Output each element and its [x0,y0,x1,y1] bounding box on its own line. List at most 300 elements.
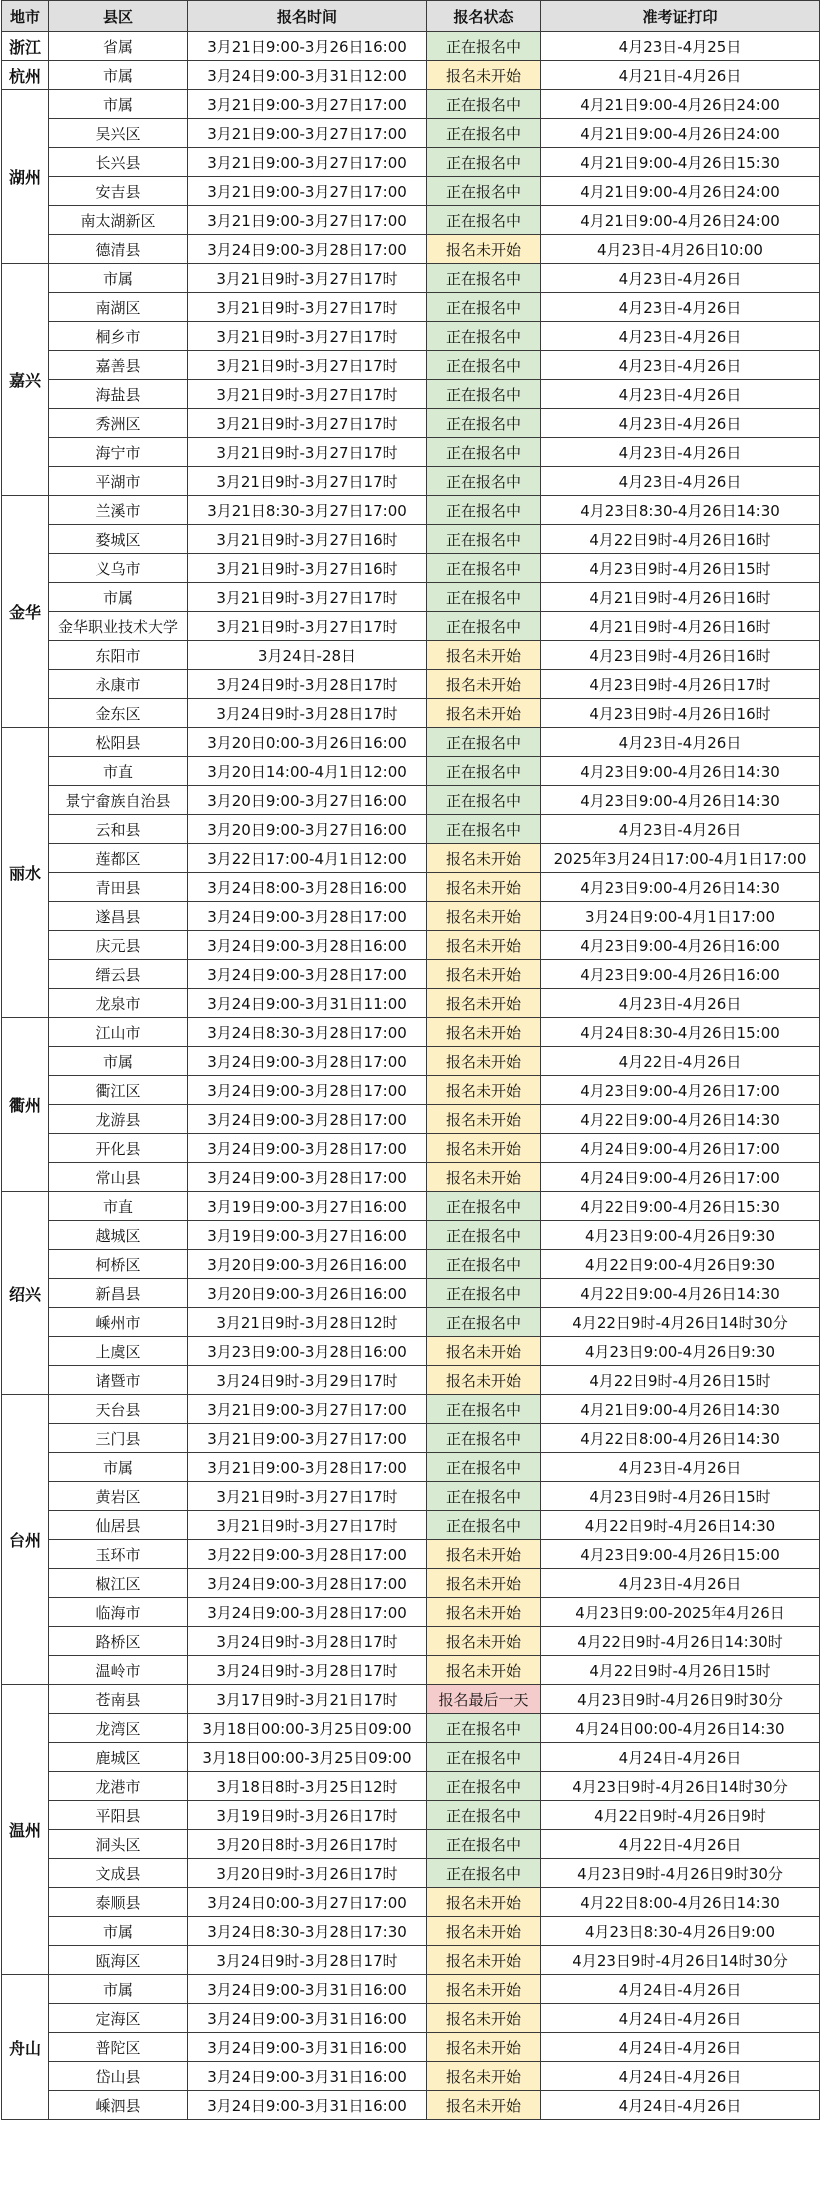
district-cell: 文成县 [49,1859,188,1888]
registration-time-cell: 3月24日9:00-3月31日16:00 [188,2062,427,2091]
ticket-print-cell: 4月22日9时-4月26日15时 [541,1366,820,1395]
status-badge: 报名未开始 [427,1366,541,1395]
ticket-print-cell: 4月23日-4月26日 [541,467,820,496]
status-badge: 正在报名中 [427,1772,541,1801]
registration-time-cell: 3月24日9时-3月28日17时 [188,699,427,728]
district-cell: 吴兴区 [49,119,188,148]
ticket-print-cell: 4月23日9时-4月26日15时 [541,554,820,583]
ticket-print-cell: 4月23日9:00-4月26日14:30 [541,757,820,786]
registration-time-cell: 3月24日9:00-3月28日17:00 [188,235,427,264]
table-row [2,1105,820,1134]
district-cell: 衢江区 [49,1076,188,1105]
status-badge: 正在报名中 [427,1250,541,1279]
header-city: 地市 [2,1,49,32]
status-badge: 正在报名中 [427,1801,541,1830]
ticket-print-cell: 4月21日9:00-4月26日24:00 [541,119,820,148]
table-row [2,1163,820,1192]
status-badge: 正在报名中 [427,438,541,467]
status-badge: 正在报名中 [427,119,541,148]
registration-time-cell: 3月20日9:00-3月26日16:00 [188,1250,427,1279]
ticket-print-cell: 4月21日9:00-4月26日24:00 [541,90,820,119]
district-cell: 云和县 [49,815,188,844]
ticket-print-cell: 4月24日9:00-4月26日17:00 [541,1134,820,1163]
ticket-print-cell: 4月24日-4月26日 [541,2091,820,2120]
registration-time-cell: 3月21日9:00-3月26日16:00 [188,32,427,61]
district-cell: 龙港市 [49,1772,188,1801]
registration-time-cell: 3月21日9:00-3月28日17:00 [188,1453,427,1482]
district-cell: 婺城区 [49,525,188,554]
district-cell: 南太湖新区 [49,206,188,235]
status-badge: 报名未开始 [427,844,541,873]
table-row [2,1308,820,1337]
table-row [2,1540,820,1569]
ticket-print-cell: 4月23日-4月26日 [541,293,820,322]
status-badge: 报名未开始 [427,1105,541,1134]
table-row [2,815,820,844]
registration-time-cell: 3月21日9时-3月27日17时 [188,351,427,380]
table-row [2,1221,820,1250]
table-row [2,1859,820,1888]
status-badge: 报名未开始 [427,960,541,989]
ticket-print-cell: 4月21日9:00-4月26日24:00 [541,177,820,206]
table-row [2,380,820,409]
district-cell: 诸暨市 [49,1366,188,1395]
district-cell: 义乌市 [49,554,188,583]
table-row [2,1366,820,1395]
ticket-print-cell: 4月23日-4月26日 [541,728,820,757]
table-row [2,467,820,496]
status-badge: 报名未开始 [427,1627,541,1656]
ticket-print-cell: 4月22日9时-4月26日14:30时 [541,1627,820,1656]
status-badge: 报名未开始 [427,1888,541,1917]
district-cell: 金东区 [49,699,188,728]
status-badge: 正在报名中 [427,525,541,554]
district-cell: 平湖市 [49,467,188,496]
table-row [2,438,820,467]
ticket-print-cell: 4月23日-4月26日 [541,409,820,438]
status-badge: 正在报名中 [427,264,541,293]
status-badge: 报名未开始 [427,873,541,902]
registration-time-cell: 3月20日9:00-3月27日16:00 [188,786,427,815]
city-cell: 丽水 [2,728,49,1018]
ticket-print-cell: 4月23日9:00-4月26日9:30 [541,1337,820,1366]
table-row [2,612,820,641]
registration-time-cell: 3月24日8:30-3月28日17:30 [188,1917,427,1946]
ticket-print-cell: 4月23日9:00-4月26日17:00 [541,1076,820,1105]
table-row [2,1018,820,1047]
ticket-print-cell: 4月24日00:00-4月26日14:30 [541,1714,820,1743]
district-cell: 缙云县 [49,960,188,989]
district-cell: 海宁市 [49,438,188,467]
ticket-print-cell: 4月23日9时-4月26日14时30分 [541,1772,820,1801]
table-row [2,293,820,322]
ticket-print-cell: 4月22日9:00-4月26日14:30 [541,1279,820,1308]
district-cell: 上虞区 [49,1337,188,1366]
table-row [2,699,820,728]
status-badge: 报名未开始 [427,1656,541,1685]
table-row [2,1801,820,1830]
district-cell: 天台县 [49,1395,188,1424]
district-cell: 常山县 [49,1163,188,1192]
district-cell: 桐乡市 [49,322,188,351]
header-registration-status: 报名状态 [427,1,541,32]
registration-time-cell: 3月24日9:00-3月31日16:00 [188,2033,427,2062]
ticket-print-cell: 4月23日-4月26日10:00 [541,235,820,264]
status-badge: 正在报名中 [427,1424,541,1453]
registration-time-cell: 3月24日9时-3月28日17时 [188,670,427,699]
status-badge: 正在报名中 [427,1192,541,1221]
district-cell: 开化县 [49,1134,188,1163]
table-row [2,1714,820,1743]
registration-time-cell: 3月24日8:30-3月28日17:00 [188,1018,427,1047]
table-row [2,2033,820,2062]
district-cell: 嵊州市 [49,1308,188,1337]
table-row [2,1134,820,1163]
ticket-print-cell: 4月23日-4月26日 [541,438,820,467]
district-cell: 莲都区 [49,844,188,873]
registration-time-cell: 3月24日9:00-3月28日17:00 [188,1134,427,1163]
status-badge: 报名未开始 [427,902,541,931]
table-row [2,1395,820,1424]
district-cell: 市属 [49,264,188,293]
ticket-print-cell: 4月23日9时-4月26日14时30分 [541,1946,820,1975]
table-row [2,757,820,786]
registration-time-cell: 3月21日9时-3月27日17时 [188,264,427,293]
table-row [2,1627,820,1656]
status-badge: 报名未开始 [427,1917,541,1946]
status-badge: 正在报名中 [427,612,541,641]
status-badge: 正在报名中 [427,496,541,525]
registration-time-cell: 3月20日0:00-3月26日16:00 [188,728,427,757]
registration-time-cell: 3月24日9:00-3月28日17:00 [188,1105,427,1134]
ticket-print-cell: 4月23日9时-4月26日17时 [541,670,820,699]
table-row [2,1685,820,1714]
registration-time-cell: 3月21日9:00-3月27日17:00 [188,1424,427,1453]
registration-time-cell: 3月21日9:00-3月27日17:00 [188,119,427,148]
district-cell: 市直 [49,1192,188,1221]
status-badge: 正在报名中 [427,1395,541,1424]
ticket-print-cell: 4月23日9:00-4月26日9:30 [541,1221,820,1250]
district-cell: 路桥区 [49,1627,188,1656]
city-cell: 衢州 [2,1018,49,1192]
district-cell: 省属 [49,32,188,61]
city-cell: 杭州 [2,61,49,90]
district-cell: 市属 [49,1453,188,1482]
registration-time-cell: 3月24日9时-3月28日17时 [188,1656,427,1685]
ticket-print-cell: 4月22日9:00-4月26日15:30 [541,1192,820,1221]
registration-time-cell: 3月21日9时-3月27日17时 [188,467,427,496]
district-cell: 泰顺县 [49,1888,188,1917]
ticket-print-cell: 4月22日9时-4月26日16时 [541,525,820,554]
ticket-print-cell: 4月23日-4月26日 [541,322,820,351]
table-row [2,902,820,931]
table-row [2,1424,820,1453]
registration-time-cell: 3月21日9时-3月27日16时 [188,554,427,583]
ticket-print-cell: 4月24日-4月26日 [541,1743,820,1772]
district-cell: 苍南县 [49,1685,188,1714]
district-cell: 嵊泗县 [49,2091,188,2120]
city-cell: 金华 [2,496,49,728]
registration-time-cell: 3月21日9:00-3月27日17:00 [188,90,427,119]
ticket-print-cell: 4月22日8:00-4月26日14:30 [541,1424,820,1453]
registration-time-cell: 3月24日-28日 [188,641,427,670]
table-row [2,119,820,148]
registration-time-cell: 3月24日9:00-3月28日17:00 [188,902,427,931]
registration-time-cell: 3月21日9时-3月27日17时 [188,583,427,612]
registration-time-cell: 3月21日9:00-3月27日17:00 [188,206,427,235]
district-cell: 东阳市 [49,641,188,670]
registration-time-cell: 3月21日9:00-3月27日17:00 [188,1395,427,1424]
status-badge: 正在报名中 [427,1830,541,1859]
status-badge: 报名未开始 [427,1018,541,1047]
city-cell: 温州 [2,1685,49,1975]
ticket-print-cell: 4月23日9时-4月26日15时 [541,1482,820,1511]
status-badge: 正在报名中 [427,351,541,380]
district-cell: 龙湾区 [49,1714,188,1743]
table-row [2,235,820,264]
table-row [2,844,820,873]
status-badge: 报名未开始 [427,670,541,699]
district-cell: 椒江区 [49,1569,188,1598]
status-badge: 报名未开始 [427,1047,541,1076]
ticket-print-cell: 4月22日9:00-4月26日9:30 [541,1250,820,1279]
header-district: 县区 [49,1,188,32]
ticket-print-cell: 4月21日9:00-4月26日14:30 [541,1395,820,1424]
status-badge: 正在报名中 [427,322,541,351]
registration-time-cell: 3月21日9时-3月27日16时 [188,525,427,554]
ticket-print-cell: 4月21日9:00-4月26日24:00 [541,206,820,235]
registration-time-cell: 3月21日9时-3月27日17时 [188,1511,427,1540]
registration-time-cell: 3月22日9:00-3月28日17:00 [188,1540,427,1569]
table-row [2,1888,820,1917]
table-row [2,1076,820,1105]
status-badge: 正在报名中 [427,554,541,583]
ticket-print-cell: 4月23日-4月26日 [541,1569,820,1598]
registration-time-cell: 3月24日9:00-3月28日17:00 [188,960,427,989]
status-badge: 正在报名中 [427,583,541,612]
table-row [2,1482,820,1511]
registration-time-cell: 3月24日0:00-3月27日17:00 [188,1888,427,1917]
status-badge: 报名未开始 [427,1134,541,1163]
district-cell: 庆元县 [49,931,188,960]
district-cell: 市属 [49,1917,188,1946]
table-row [2,32,820,61]
registration-time-cell: 3月21日8:30-3月27日17:00 [188,496,427,525]
status-badge: 报名未开始 [427,1569,541,1598]
table-row [2,409,820,438]
status-badge: 正在报名中 [427,467,541,496]
district-cell: 洞头区 [49,1830,188,1859]
ticket-print-cell: 4月24日9:00-4月26日17:00 [541,1163,820,1192]
district-cell: 永康市 [49,670,188,699]
status-badge: 正在报名中 [427,1511,541,1540]
registration-time-cell: 3月21日9时-3月27日17时 [188,438,427,467]
registration-time-cell: 3月21日9时-3月27日17时 [188,322,427,351]
registration-time-cell: 3月18日00:00-3月25日09:00 [188,1743,427,1772]
table-row [2,1192,820,1221]
table-row [2,1743,820,1772]
status-badge: 报名未开始 [427,1598,541,1627]
status-badge: 正在报名中 [427,1743,541,1772]
ticket-print-cell: 4月23日9时-4月26日9时30分 [541,1859,820,1888]
city-cell: 嘉兴 [2,264,49,496]
district-cell: 长兴县 [49,148,188,177]
ticket-print-cell: 4月23日9:00-4月26日15:00 [541,1540,820,1569]
ticket-print-cell: 3月24日9:00-4月1日17:00 [541,902,820,931]
status-badge: 正在报名中 [427,786,541,815]
registration-time-cell: 3月24日9:00-3月31日12:00 [188,61,427,90]
status-badge: 正在报名中 [427,757,541,786]
district-cell: 岱山县 [49,2062,188,2091]
table-row [2,1598,820,1627]
table-row [2,206,820,235]
table-row [2,1656,820,1685]
ticket-print-cell: 4月23日8:30-4月26日14:30 [541,496,820,525]
ticket-print-cell: 4月23日-4月26日 [541,1453,820,1482]
status-badge: 正在报名中 [427,293,541,322]
status-badge: 报名未开始 [427,1946,541,1975]
ticket-print-cell: 4月22日9时-4月26日15时 [541,1656,820,1685]
registration-time-cell: 3月21日9时-3月27日17时 [188,409,427,438]
registration-time-cell: 3月24日9:00-3月28日17:00 [188,1163,427,1192]
ticket-print-cell: 4月23日9时-4月26日16时 [541,641,820,670]
district-cell: 嘉善县 [49,351,188,380]
status-badge: 正在报名中 [427,177,541,206]
ticket-print-cell: 4月23日9:00-2025年4月26日 [541,1598,820,1627]
ticket-print-cell: 4月23日9:00-4月26日14:30 [541,786,820,815]
table-row [2,351,820,380]
status-badge: 正在报名中 [427,728,541,757]
ticket-print-cell: 4月24日-4月26日 [541,2033,820,2062]
table-row [2,148,820,177]
status-badge: 正在报名中 [427,1279,541,1308]
city-cell: 浙江 [2,32,49,61]
ticket-print-cell: 4月23日9时-4月26日16时 [541,699,820,728]
registration-time-cell: 3月24日9:00-3月31日11:00 [188,989,427,1018]
ticket-print-cell: 4月21日-4月26日 [541,61,820,90]
status-badge: 正在报名中 [427,1221,541,1250]
ticket-print-cell: 4月22日9:00-4月26日14:30 [541,1105,820,1134]
registration-time-cell: 3月22日17:00-4月1日12:00 [188,844,427,873]
registration-time-cell: 3月24日9时-3月28日17时 [188,1627,427,1656]
ticket-print-cell: 4月21日9:00-4月26日15:30 [541,148,820,177]
status-badge: 报名最后一天 [427,1685,541,1714]
table-row [2,1917,820,1946]
header-row [2,1,820,32]
table-row [2,177,820,206]
registration-time-cell: 3月21日9:00-3月27日17:00 [188,177,427,206]
table-body [2,32,820,2120]
registration-time-cell: 3月20日14:00-4月1日12:00 [188,757,427,786]
city-cell: 台州 [2,1395,49,1685]
table-row [2,1946,820,1975]
ticket-print-cell: 4月22日8:00-4月26日14:30 [541,1888,820,1917]
district-cell: 龙游县 [49,1105,188,1134]
status-badge: 报名未开始 [427,61,541,90]
registration-time-cell: 3月24日9时-3月28日17时 [188,1946,427,1975]
district-cell: 市属 [49,1047,188,1076]
registration-time-cell: 3月18日8时-3月25日12时 [188,1772,427,1801]
district-cell: 黄岩区 [49,1482,188,1511]
table-row [2,1337,820,1366]
table-row [2,1453,820,1482]
registration-time-cell: 3月21日9:00-3月27日17:00 [188,148,427,177]
registration-time-cell: 3月19日9:00-3月27日16:00 [188,1221,427,1250]
table-row [2,264,820,293]
status-badge: 报名未开始 [427,1076,541,1105]
table-row [2,989,820,1018]
status-badge: 报名未开始 [427,989,541,1018]
registration-time-cell: 3月24日8:00-3月28日16:00 [188,873,427,902]
district-cell: 平阳县 [49,1801,188,1830]
status-badge: 正在报名中 [427,380,541,409]
district-cell: 定海区 [49,2004,188,2033]
status-badge: 正在报名中 [427,1453,541,1482]
status-badge: 报名未开始 [427,2062,541,2091]
ticket-print-cell: 4月23日9:00-4月26日14:30 [541,873,820,902]
district-cell: 龙泉市 [49,989,188,1018]
district-cell: 温岭市 [49,1656,188,1685]
status-badge: 报名未开始 [427,2033,541,2062]
ticket-print-cell: 4月24日-4月26日 [541,2062,820,2091]
ticket-print-cell: 4月23日-4月26日 [541,351,820,380]
status-badge: 正在报名中 [427,148,541,177]
district-cell: 青田县 [49,873,188,902]
registration-time-cell: 3月21日9时-3月27日17时 [188,612,427,641]
header-admission-ticket-print: 准考证打印 [541,1,820,32]
registration-time-cell: 3月24日9:00-3月28日17:00 [188,1076,427,1105]
status-badge: 报名未开始 [427,2004,541,2033]
status-badge: 报名未开始 [427,235,541,264]
table-row [2,583,820,612]
registration-time-cell: 3月23日9:00-3月28日16:00 [188,1337,427,1366]
status-badge: 报名未开始 [427,1540,541,1569]
registration-time-cell: 3月24日9:00-3月31日16:00 [188,2091,427,2120]
city-cell: 湖州 [2,90,49,264]
status-badge: 报名未开始 [427,641,541,670]
registration-time-cell: 3月20日8时-3月26日17时 [188,1830,427,1859]
ticket-print-cell: 4月23日-4月26日 [541,264,820,293]
district-cell: 金华职业技术大学 [49,612,188,641]
district-cell: 普陀区 [49,2033,188,2062]
ticket-print-cell: 4月24日8:30-4月26日15:00 [541,1018,820,1047]
table-row [2,322,820,351]
registration-time-cell: 3月20日9:00-3月27日16:00 [188,815,427,844]
district-cell: 越城区 [49,1221,188,1250]
table-row [2,1830,820,1859]
ticket-print-cell: 4月22日9时-4月26日14:30 [541,1511,820,1540]
status-badge: 正在报名中 [427,409,541,438]
ticket-print-cell: 4月22日-4月26日 [541,1047,820,1076]
district-cell: 秀洲区 [49,409,188,438]
status-badge: 正在报名中 [427,1714,541,1743]
ticket-print-cell: 4月23日-4月26日 [541,380,820,409]
status-badge: 正在报名中 [427,1482,541,1511]
table-row [2,2062,820,2091]
table-row [2,525,820,554]
status-badge: 正在报名中 [427,32,541,61]
district-cell: 松阳县 [49,728,188,757]
ticket-print-cell: 4月23日9:00-4月26日16:00 [541,931,820,960]
ticket-print-cell: 4月23日-4月26日 [541,815,820,844]
table-row [2,1279,820,1308]
ticket-print-cell: 4月24日-4月26日 [541,1975,820,2004]
ticket-print-cell: 4月21日9时-4月26日16时 [541,612,820,641]
status-badge: 正在报名中 [427,206,541,235]
table-row [2,641,820,670]
header-registration-time: 报名时间 [188,1,427,32]
status-badge: 报名未开始 [427,2091,541,2120]
